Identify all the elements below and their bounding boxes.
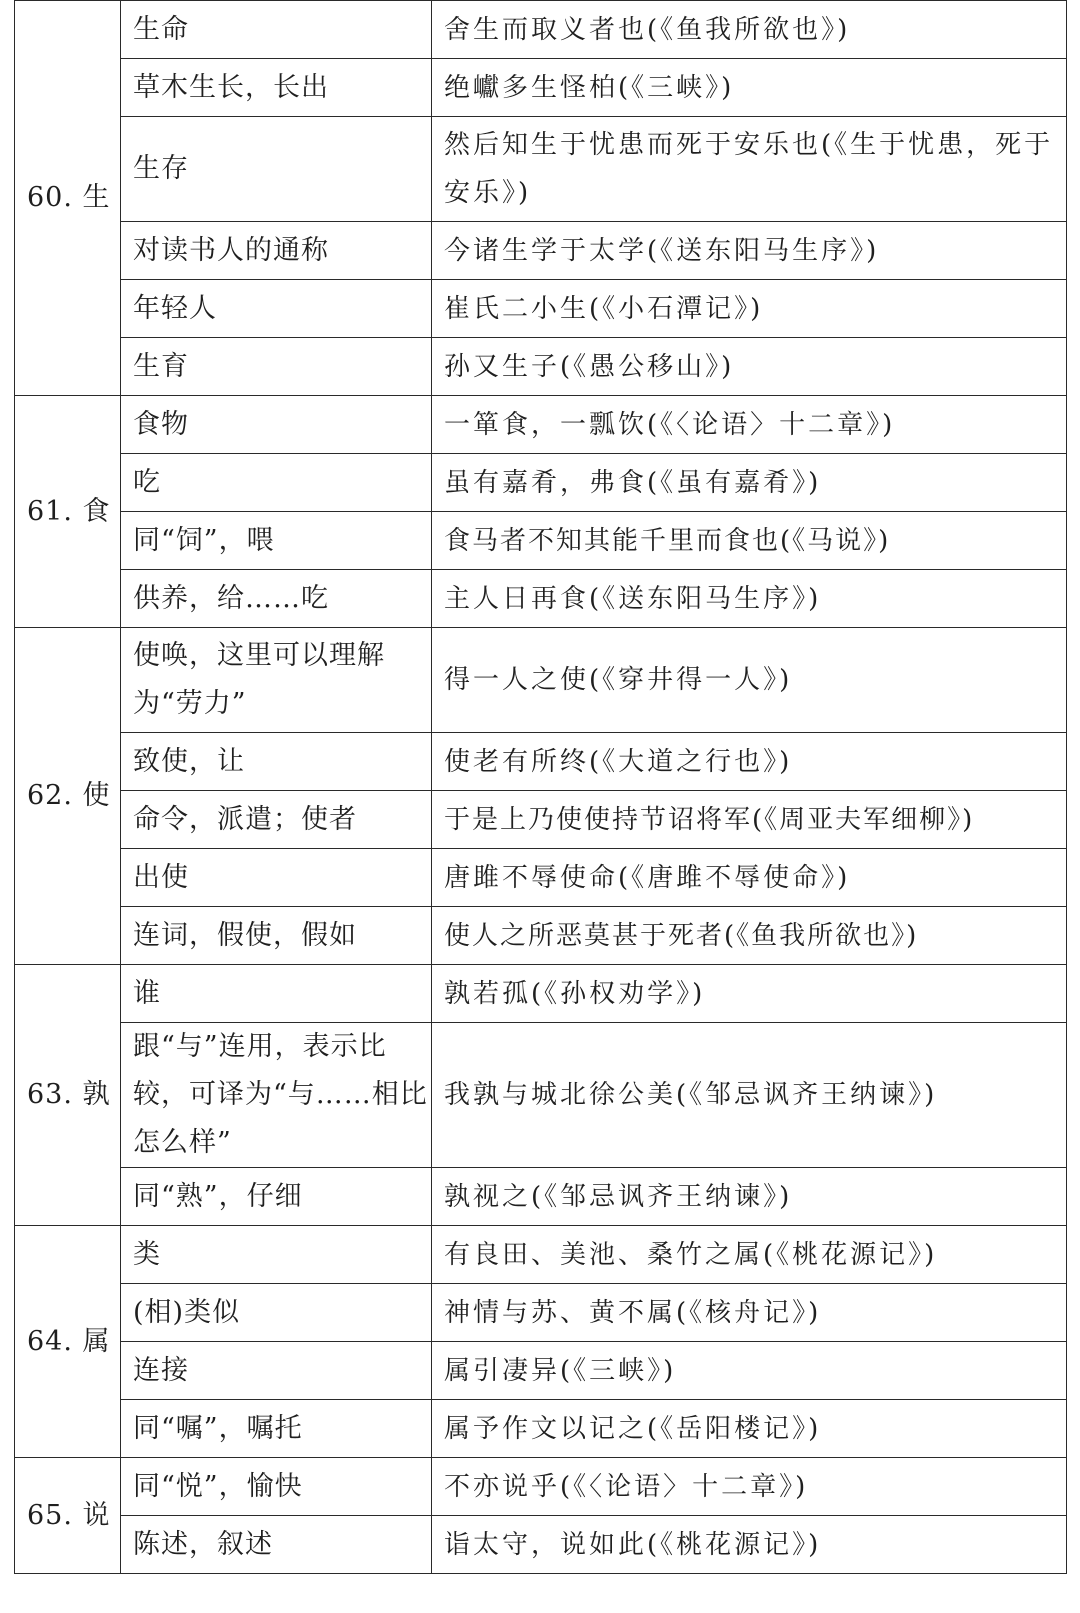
meaning-cell: 连词，假使，假如 (121, 907, 432, 965)
meaning-cell: 生育 (121, 338, 432, 396)
headword-cell: 64. 属 (15, 1226, 121, 1458)
meaning-cell: 同“熟”，仔细 (121, 1168, 432, 1226)
table-row (15, 1, 1067, 59)
headword-cell: 62. 使 (15, 628, 121, 965)
meaning-cell: 生命 (121, 1, 432, 59)
table-row (15, 338, 1067, 396)
example-cell: 然后知生于忧患而死于安乐也(《生于忧患，死于安乐》) (432, 117, 1067, 222)
example-cell: 使老有所终(《大道之行也》) (432, 733, 1067, 791)
vocabulary-table (14, 0, 1067, 1574)
example-cell: 得一人之使(《穿井得一人》) (432, 628, 1067, 733)
table-row (15, 1284, 1067, 1342)
meaning-cell: 食物 (121, 396, 432, 454)
example-cell: 神情与苏、黄不属(《核舟记》) (432, 1284, 1067, 1342)
table-row (15, 570, 1067, 628)
example-cell: 孰视之(《邹忌讽齐王纳谏》) (432, 1168, 1067, 1226)
table-row (15, 791, 1067, 849)
meaning-cell: 吃 (121, 454, 432, 512)
meaning-cell: 谁 (121, 965, 432, 1023)
example-cell: 孙又生子(《愚公移山》) (432, 338, 1067, 396)
table-row (15, 1342, 1067, 1400)
meaning-cell: 同“悦”，愉快 (121, 1458, 432, 1516)
table-row (15, 280, 1067, 338)
example-cell: 虽有嘉肴，弗食(《虽有嘉肴》) (432, 454, 1067, 512)
table-row (15, 907, 1067, 965)
example-cell: 主人日再食(《送东阳马生序》) (432, 570, 1067, 628)
headword-cell: 65. 说 (15, 1458, 121, 1574)
example-cell: 使人之所恶莫甚于死者(《鱼我所欲也》) (432, 907, 1067, 965)
table-row (15, 849, 1067, 907)
meaning-cell: 对读书人的通称 (121, 222, 432, 280)
meaning-cell: 使唤，这里可以理解为“劳力” (121, 628, 432, 733)
example-cell: 绝巘多生怪柏(《三峡》) (432, 59, 1067, 117)
meaning-cell: 跟“与”连用，表示比较，可译为“与……相比怎么样” (121, 1023, 432, 1168)
meaning-cell: 供养，给……吃 (121, 570, 432, 628)
meaning-cell: 出使 (121, 849, 432, 907)
table-row (15, 628, 1067, 733)
table-row (15, 1226, 1067, 1284)
vocabulary-sheet (14, 0, 1066, 1613)
headword-cell: 60. 生 (15, 1, 121, 396)
example-cell: 一箪食，一瓢饮(《〈论语〉十二章》) (432, 396, 1067, 454)
example-cell: 于是上乃使使持节诏将军(《周亚夫军细柳》) (432, 791, 1067, 849)
example-cell: 有良田、美池、桑竹之属(《桃花源记》) (432, 1226, 1067, 1284)
example-cell: 舍生而取义者也(《鱼我所欲也》) (432, 1, 1067, 59)
example-cell: 我孰与城北徐公美(《邹忌讽齐王纳谏》) (432, 1023, 1067, 1168)
example-cell: 食马者不知其能千里而食也(《马说》) (432, 512, 1067, 570)
meaning-cell: 陈述，叙述 (121, 1516, 432, 1574)
meaning-cell: 年轻人 (121, 280, 432, 338)
table-row (15, 396, 1067, 454)
meaning-cell: 连接 (121, 1342, 432, 1400)
meaning-cell: 草木生长，长出 (121, 59, 432, 117)
table-row (15, 454, 1067, 512)
table-row (15, 222, 1067, 280)
example-cell: 属引凄异(《三峡》) (432, 1342, 1067, 1400)
meaning-cell: 命令，派遣；使者 (121, 791, 432, 849)
table-row (15, 512, 1067, 570)
headword-cell: 63. 孰 (15, 965, 121, 1226)
meaning-cell: 致使，让 (121, 733, 432, 791)
table-row (15, 1023, 1067, 1168)
table-row (15, 733, 1067, 791)
example-cell: 孰若孤(《孙权劝学》) (432, 965, 1067, 1023)
example-cell: 今诸生学于太学(《送东阳马生序》) (432, 222, 1067, 280)
example-cell: 诣太守，说如此(《桃花源记》) (432, 1516, 1067, 1574)
example-cell: 崔氏二小生(《小石潭记》) (432, 280, 1067, 338)
example-cell: 不亦说乎(《〈论语〉十二章》) (432, 1458, 1067, 1516)
meaning-cell: 同“嘱”，嘱托 (121, 1400, 432, 1458)
meaning-cell: 同“饲”，喂 (121, 512, 432, 570)
example-cell: 唐雎不辱使命(《唐雎不辱使命》) (432, 849, 1067, 907)
meaning-cell: 生存 (121, 117, 432, 222)
meaning-cell: (相)类似 (121, 1284, 432, 1342)
table-row (15, 1516, 1067, 1574)
meaning-cell: 类 (121, 1226, 432, 1284)
table-row (15, 117, 1067, 222)
example-cell: 属予作文以记之(《岳阳楼记》) (432, 1400, 1067, 1458)
table-row (15, 965, 1067, 1023)
table-row (15, 1168, 1067, 1226)
headword-cell: 61. 食 (15, 396, 121, 628)
table-row (15, 59, 1067, 117)
table-row (15, 1400, 1067, 1458)
table-row (15, 1458, 1067, 1516)
